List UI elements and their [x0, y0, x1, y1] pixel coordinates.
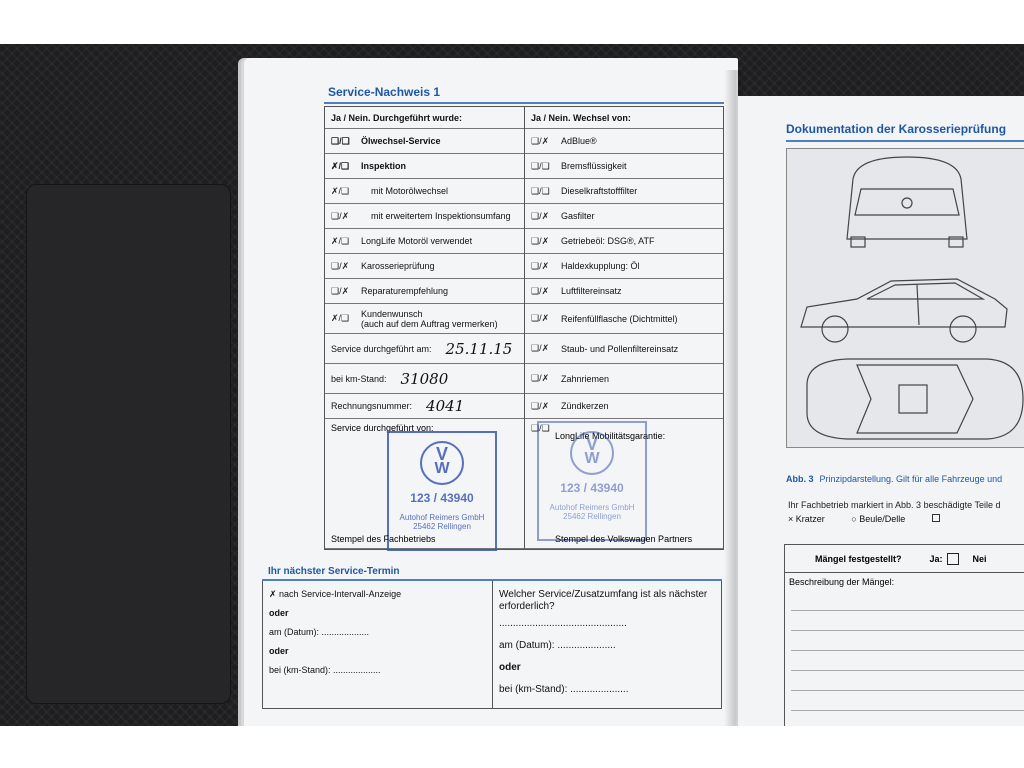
item-haldex: ❑/✗ Haldexkupplung: Öl	[525, 254, 723, 279]
checkbox-mark: ❑/✗	[331, 210, 350, 221]
title-rule	[324, 102, 724, 104]
partner-stamp: V W 123 / 43940 Autohof Reimers GmbH 25462 Rellingen	[537, 421, 647, 541]
checkbox-mark: ❑/❑	[331, 135, 350, 146]
item-customer-request: ✗/❑ Kundenwunsch (auch auf dem Auftrag vermerken)	[325, 304, 524, 334]
service-date-value: 25.11.15	[445, 339, 513, 358]
next-service-section	[262, 566, 722, 709]
car-diagram	[786, 148, 1024, 448]
item-brake-fluid: ❑/❑ Bremsflüssigkeit	[525, 154, 723, 179]
item-oil-change: ❑/❑ Ölwechsel-Service	[325, 129, 524, 154]
item-tyre-sealant: ❑/✗ Reifenfüllflasche (Dichtmittel)	[525, 304, 723, 334]
invoice-row: Rechnungsnummer: 4041	[325, 394, 524, 419]
next-km-field: bei (km-Stand): ...................	[269, 665, 381, 675]
item-pollen-filter: ❑/✗ Staub- und Pollenfiltereinsatz	[525, 334, 723, 364]
invoice-value: 4041	[426, 397, 465, 415]
legend-dent: ○ Beule/Delle	[851, 514, 906, 524]
checkbox-mark: ❑/✗	[531, 285, 550, 296]
service-form	[324, 106, 724, 550]
km-row: bei km-Stand: 31080	[325, 364, 524, 394]
vw-logo-icon	[420, 441, 464, 485]
checkbox-mark: ❑/❑	[531, 423, 550, 433]
performed-header: Ja / Nein. Durchgeführt wurde:	[325, 107, 524, 129]
km-value: 31080	[400, 369, 449, 388]
ja-checkbox	[947, 553, 959, 565]
defects-description-label: Beschreibung der Mängel:	[789, 577, 895, 587]
writing-line	[791, 691, 1024, 711]
checkbox-mark: ❑/✗	[531, 313, 550, 323]
checkbox-mark: ✗/❑	[331, 235, 350, 246]
seat-panel	[26, 184, 231, 704]
checkbox-mark: ❑/✗	[531, 235, 550, 246]
item-inspection: ✗/❑ Inspektion	[325, 154, 524, 179]
bottom-margin	[0, 726, 1024, 768]
item-air-filter: ❑/✗ Luftfiltereinsatz	[525, 279, 723, 304]
damage-legend	[788, 514, 940, 524]
checkbox-mark: ❑/✗	[531, 260, 550, 271]
checkbox-mark: ❑/✗	[531, 343, 550, 353]
checkbox-mark: ✗/❑	[331, 313, 350, 323]
checkbox-mark: ❑/❑	[531, 185, 550, 196]
service-record-page	[244, 58, 738, 726]
replaced-column	[524, 107, 723, 549]
interval-option: ✗ nach Service-Intervall-Anzeige	[269, 589, 402, 599]
car-outline-icon	[787, 149, 1024, 449]
next-date-field: am (Datum): ...................	[269, 627, 370, 637]
defects-box: Mängel festgestellt? Ja: Nei Beschreibung der Mängel:	[784, 544, 1024, 726]
writing-line	[791, 611, 1024, 631]
item-spark-plugs: ❑/✗ Zündkerzen	[525, 394, 723, 419]
checkbox-mark: ❑/❑	[531, 160, 550, 171]
writing-line	[791, 631, 1024, 651]
checkbox-mark: ✗/❑	[331, 160, 350, 171]
page-title: Dokumentation der Karosserieprüfung	[786, 122, 1007, 136]
title-rule	[786, 140, 1024, 142]
performed-column	[325, 107, 524, 549]
next-service-title: Ihr nächster Service-Termin	[268, 566, 400, 577]
top-margin	[0, 0, 1024, 44]
writing-line	[791, 671, 1024, 691]
item-extended-inspection: ❑/✗ mit erweitertem Inspektionsumfang	[325, 204, 524, 229]
vw-logo-icon	[570, 431, 614, 475]
legend-square-icon	[932, 514, 940, 522]
item-timing-belt: ❑/✗ Zahnriemen	[525, 364, 723, 394]
checkbox-mark: ❑/✗	[531, 135, 550, 146]
checkbox-mark: ❑/✗	[531, 210, 550, 221]
item-longlife-oil: ✗/❑ LongLife Motoröl verwendet	[325, 229, 524, 254]
checkbox-mark: ❑/✗	[531, 400, 550, 411]
item-motor-oil: ✗/❑ mit Motorölwechsel	[325, 179, 524, 204]
dealer-stamp-area: Service durchgeführt von: V W 123 / 43940 Autohof Reimers GmbH 25462 Rellingen Stempel des Fachbetriebs	[325, 419, 524, 549]
service-date-row: Service durchgeführt am: 25.11.15	[325, 334, 524, 364]
item-adblue: ❑/✗ AdBlue®	[525, 129, 723, 154]
next-service-what: Welcher Service/Zusatzumfang ist als nächster erforderlich? .............................................. am (Datum): ..................... oder bei (km-Stand): .....................	[492, 581, 721, 708]
writing-line	[791, 591, 1024, 611]
checkbox-mark: ❑/✗	[331, 260, 350, 271]
item-diesel-filter: ❑/❑ Dieselkraftstofffilter	[525, 179, 723, 204]
checkbox-mark: ❑/✗	[331, 285, 350, 296]
checkbox-mark: ✗/❑	[331, 185, 350, 196]
checkbox-mark: ❑/✗	[531, 373, 550, 383]
partner-stamp-area: ❑/❑ LongLife Mobilitätsgarantie: V W 123 / 43940 Autohof Reimers GmbH 25462 Rellingen Stempel des Volkswagen Partners	[525, 419, 723, 549]
item-body-check: ❑/✗ Karosserieprüfung	[325, 254, 524, 279]
marking-instruction: Ihr Fachbetrieb markiert in Abb. 3 beschädigte Teile d	[788, 500, 1001, 510]
legend-scratch: × Kratzer	[788, 514, 825, 524]
item-repair-recommendation: ❑/✗ Reparaturempfehlung	[325, 279, 524, 304]
page-title: Service-Nachweis 1	[328, 85, 441, 99]
defects-question: Mängel festgestellt?	[815, 553, 902, 564]
next-service-when: ✗ nach Service-Intervall-Anzeige oder am (Datum): ................... oder bei (km-Stand): ...................	[263, 581, 492, 708]
dealer-stamp: V W 123 / 43940 Autohof Reimers GmbH 25462 Rellingen	[387, 431, 497, 551]
item-gear-oil: ❑/✗ Getriebeöl: DSG®, ATF	[525, 229, 723, 254]
body-inspection-page	[738, 96, 1024, 726]
replaced-header: Ja / Nein. Wechsel von:	[525, 107, 723, 129]
writing-line	[791, 651, 1024, 671]
item-gas-filter: ❑/✗ Gasfilter	[525, 204, 723, 229]
figure-caption: Abb. 3 Prinzipdarstellung. Gilt für alle Fahrzeuge und	[786, 474, 1003, 484]
